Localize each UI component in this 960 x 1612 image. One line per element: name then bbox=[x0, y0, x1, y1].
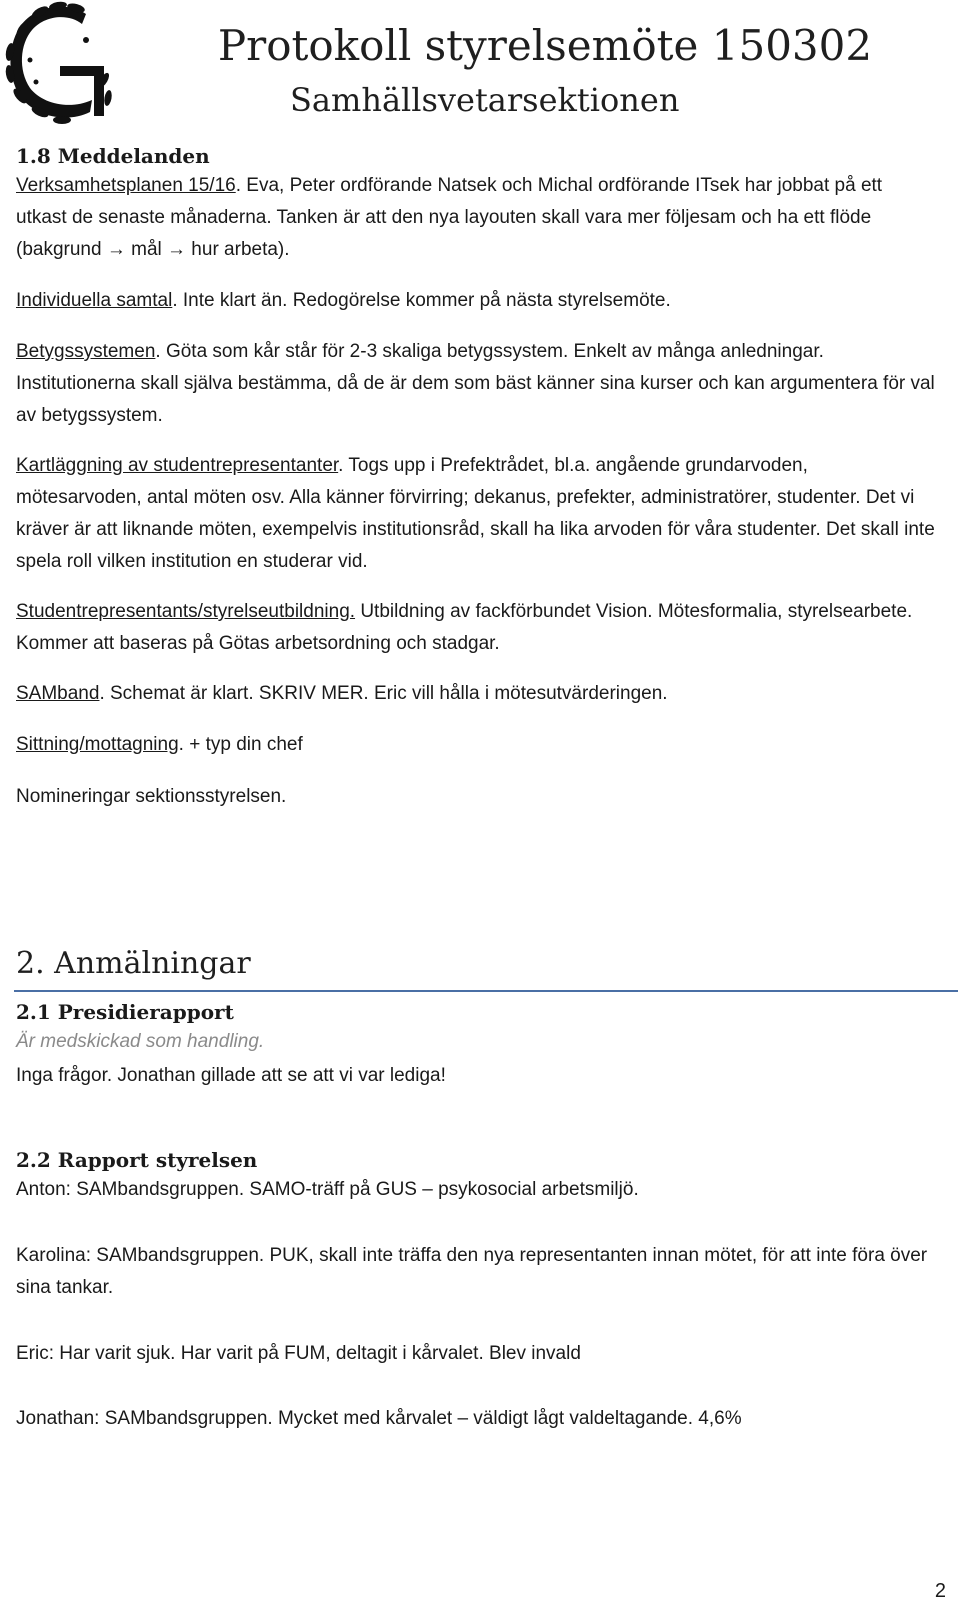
item-sittning bbox=[16, 729, 938, 761]
item-text: . Göta som kår står för 2-3 skaliga betygssystem. Enkelt av många anledningar. Institutionerna skall själva bestämma, då de är dem som bäst känner sina kurser och kan argumentera för val av betygssystem. bbox=[16, 341, 935, 426]
item-text: . Eva, Peter ordförande Natsek och Michal ordförande ITsek har jobbat på ett utkast de senaste månaderna. Tanken är att den nya layouten skall vara mer följesam och ha ett flöde (bakgrund bbox=[16, 175, 883, 260]
section-heading-1-8: 1.8 Meddelanden bbox=[16, 144, 210, 168]
report-jonathan: Jonathan: SAMbandsgruppen. Mycket med kårvalet – väldigt lågt valdeltagande. 4,6% bbox=[16, 1408, 742, 1429]
heading-divider bbox=[14, 990, 958, 992]
item-verksamhetsplanen bbox=[16, 170, 938, 266]
section-logo-icon bbox=[0, 0, 118, 128]
item-text: . Inte klart än. Redogörelse kommer på nästa styrelsemöte. bbox=[172, 290, 671, 311]
link-styrelseutbildning: Studentrepresentants/styrelseutbildning. bbox=[16, 601, 356, 622]
report-eric: Eric: Har varit sjuk. Har varit på FUM, deltagit i kårvalet. Blev invald bbox=[16, 1343, 581, 1364]
link-individuella-samtal: Individuella samtal bbox=[16, 290, 173, 311]
presidierapport-text: Inga frågor. Jonathan gillade att se att vi var lediga! bbox=[16, 1065, 446, 1086]
item-nomineringar: Nomineringar sektionsstyrelsen. bbox=[16, 786, 287, 807]
section-heading-2: 2. Anmälningar bbox=[16, 946, 251, 981]
item-betygssystemen bbox=[16, 336, 938, 432]
report-anton: Anton: SAMbandsgruppen. SAMO-träff på GUS – psykosocial arbetsmiljö. bbox=[16, 1179, 639, 1200]
item-text: mål bbox=[125, 239, 168, 260]
link-sittning: Sittning/mottagning bbox=[16, 734, 179, 755]
item-styrelseutbildning bbox=[16, 596, 938, 660]
link-verksamhetsplanen: Verksamhetsplanen 15/16 bbox=[16, 175, 236, 196]
link-betygssystemen: Betygssystemen bbox=[16, 341, 156, 362]
item-individuella-samtal bbox=[16, 285, 938, 317]
item-text: . Togs upp i Prefektrådet, bl.a. angående grundarvoden, mötesarvoden, antal möten osv. Alla känner förvirring; dekanus, prefekter, administratörer, studenter. Det vi kräver är att liknande möten, exempelvis institutionsråd, skall ha lika arvoden för våra studenter. Det skall inte spela roll vilken institution en studerar vid. bbox=[16, 455, 935, 572]
item-kartlaggning bbox=[16, 450, 938, 578]
link-samband: SAMband bbox=[16, 683, 100, 704]
subsection-heading-2-2: 2.2 Rapport styrelsen bbox=[16, 1148, 258, 1172]
item-text: . + typ din chef bbox=[178, 734, 303, 755]
document-subtitle: Samhällsvetarsektionen bbox=[290, 81, 680, 119]
item-text: Utbildning av fackförbundet Vision. Mötesformalia, styrelsearbete. Kommer att baseras på Götas arbetsordning och stadgar. bbox=[16, 601, 913, 654]
report-karolina: Karolina: SAMbandsgruppen. PUK, skall inte träffa den nya representanten innan mötet, för att inte föra över sina tankar. bbox=[16, 1245, 928, 1298]
item-samband bbox=[16, 678, 938, 710]
document-title: Protokoll styrelsemöte 150302 bbox=[217, 21, 873, 70]
link-kartlaggning: Kartläggning av studentrepresentanter bbox=[16, 455, 339, 476]
handling-note: Är medskickad som handling. bbox=[16, 1031, 265, 1052]
item-text: hur arbeta). bbox=[186, 239, 290, 260]
arrow-right-icon: → bbox=[167, 239, 187, 260]
page-number: 2 bbox=[934, 1580, 946, 1602]
subsection-heading-2-1: 2.1 Presidierapport bbox=[16, 1000, 234, 1024]
item-text: . Schemat är klart. SKRIV MER. Eric vill hålla i mötesutvärderingen. bbox=[99, 683, 668, 704]
arrow-right-icon: → bbox=[106, 239, 126, 260]
